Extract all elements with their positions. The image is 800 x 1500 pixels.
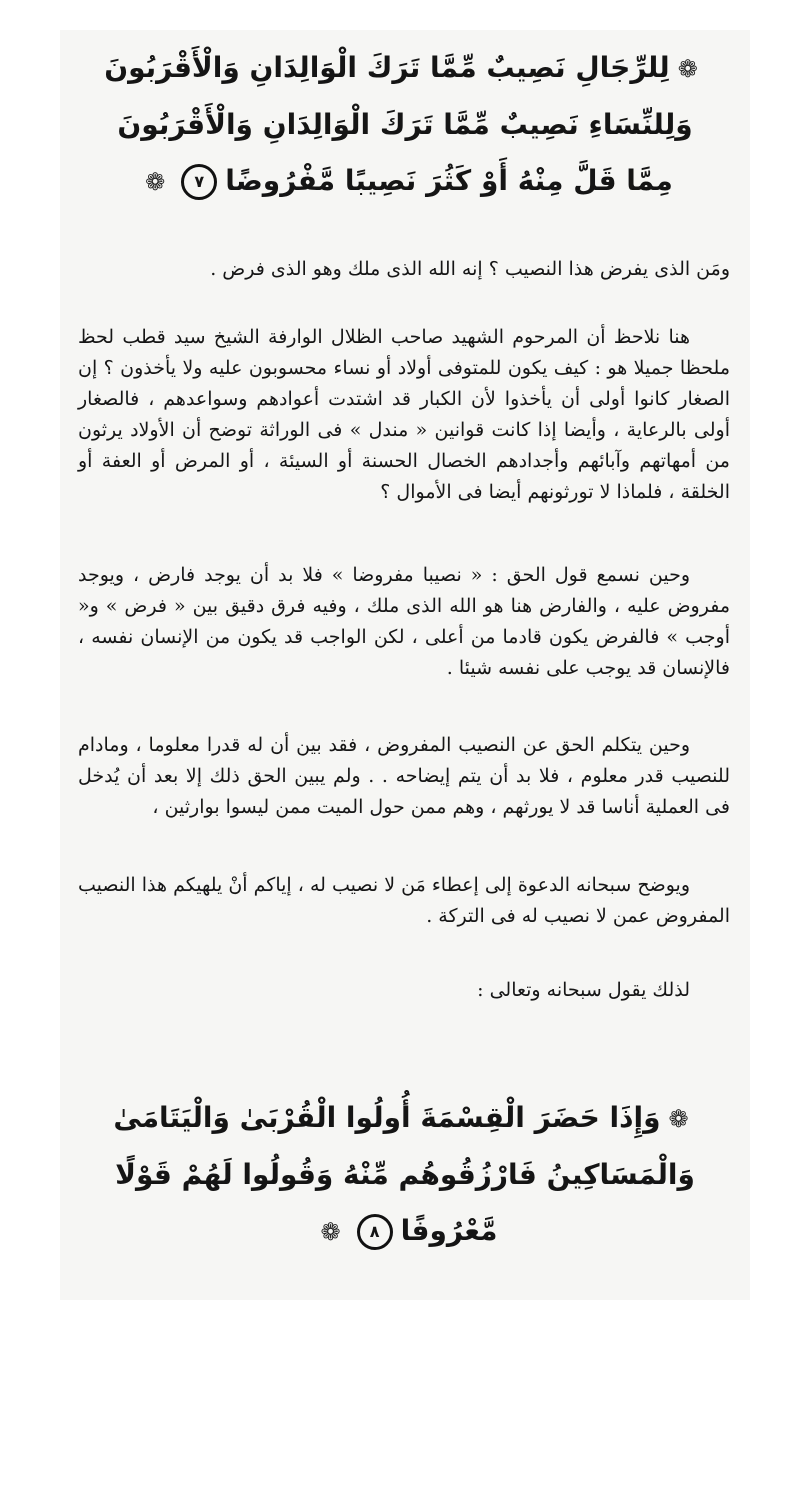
verse-8-line-1 bbox=[60, 1090, 750, 1147]
paragraph-4: وحين يتكلم الحق عن النصيب المفروض ، فقد بين أن له قدرا معلوما ، ومادام للنصيب قدر معلوم ، فلا بد أن يتم إيضاحه . . ولم يبين الحق ذلك إلا بعد أن يُدخل فى العملية أناسا قد لا يورثهم ، وهم ممن حول الميت ممن ليسوا بوارثين ، bbox=[78, 734, 730, 818]
verse-7-block bbox=[60, 40, 750, 210]
verse-7-line-1 bbox=[60, 40, 750, 97]
arabesque-ornament-icon: ❁ bbox=[668, 1105, 689, 1133]
arabesque-ornament-icon: ❁ bbox=[145, 168, 166, 196]
verse-7-line-3 bbox=[60, 153, 750, 210]
verse-7-text-3: مِمَّا قَلَّ مِنْهُ أَوْ كَثُرَ نَصِيبًا مَّفْرُوضًا bbox=[225, 164, 673, 197]
paragraph-5: ويوضح سبحانه الدعوة إلى إعطاء مَن لا نصيب له ، إياكم أنْ يلهيكم هذا النصيب المفروض عمن لا نصيب له فى التركة . bbox=[78, 874, 730, 927]
verse-7-line-2 bbox=[60, 97, 750, 153]
verse-8-text-3: مَّعْرُوفًا bbox=[400, 1214, 498, 1247]
paragraph-6: لذلك يقول سبحانه وتعالى : bbox=[477, 979, 690, 1001]
ayah-number-7: ٧ bbox=[181, 164, 217, 200]
paragraph-1: ومَن الذى يفرض هذا النصيب ؟ إنه الله الذى ملك وهو الذى فرض . bbox=[210, 258, 730, 280]
paragraph-3: وحين نسمع قول الحق : « نصيبا مفروضا » فلا بد أن يوجد فارض ، ويوجد مفروض عليه ، والفارض هنا هو الله الذى ملك ، وفيه فرق دقيق بين « فرض » و« أوجب » فالفرض يكون قادما من أعلى ، لكن الواجب قد يكون من الإنسان نفسه ، فالإنسان قد يوجب على نفسه شيئا . bbox=[78, 564, 730, 679]
verse-8-line-2 bbox=[60, 1147, 750, 1203]
arabesque-ornament-icon: ❁ bbox=[320, 1218, 341, 1246]
verse-7-text-1: لِلرِّجَالِ نَصِيبٌ مِّمَّا تَرَكَ الْوَالِدَانِ وَالْأَقْرَبُونَ bbox=[104, 51, 670, 84]
verse-8-line-3 bbox=[60, 1203, 750, 1260]
verse-8-block bbox=[60, 1090, 750, 1260]
paragraph-2: هنا نلاحظ أن المرحوم الشهيد صاحب الظلال الوارفة الشيخ سيد قطب لحظ ملحظا جميلا هو : كيف يكون للمتوفى أولاد أو نساء محسوبون عليه ولا يأخذون ؟ إن الصغار كانوا أولى أن يأخذوا لأن الكبار قد اشتدت أعوادهم وسواعدهم ، فالصغار أولى بالرعاية ، وأيضا إذا كانت قوانين « مندل » فى الوراثة توضح أن الأولاد يرثون من أمهاتهم وآبائهم وأجدادهم الخصال الحسنة أو السيئة ، أو المرض أو العفة أو الخلقة ، فلماذا لا تورثونهم أيضا فى الأموال ؟ bbox=[78, 326, 730, 503]
verse-8-text-1: وَإِذَا حَضَرَ الْقِسْمَةَ أُولُوا الْقُرْبَىٰ وَالْيَتَامَىٰ bbox=[113, 1101, 661, 1134]
ayah-number-8: ٨ bbox=[357, 1214, 393, 1250]
verse-8-text-2: وَالْمَسَاكِينُ فَارْزُقُوهُم مِّنْهُ وَقُولُوا لَهُمْ قَوْلًا bbox=[115, 1158, 695, 1191]
verse-7-text-2: وَلِلنِّسَاءِ نَصِيبٌ مِّمَّا تَرَكَ الْوَالِدَانِ وَالْأَقْرَبُونَ bbox=[117, 108, 693, 141]
arabesque-ornament-icon: ❁ bbox=[677, 55, 698, 83]
